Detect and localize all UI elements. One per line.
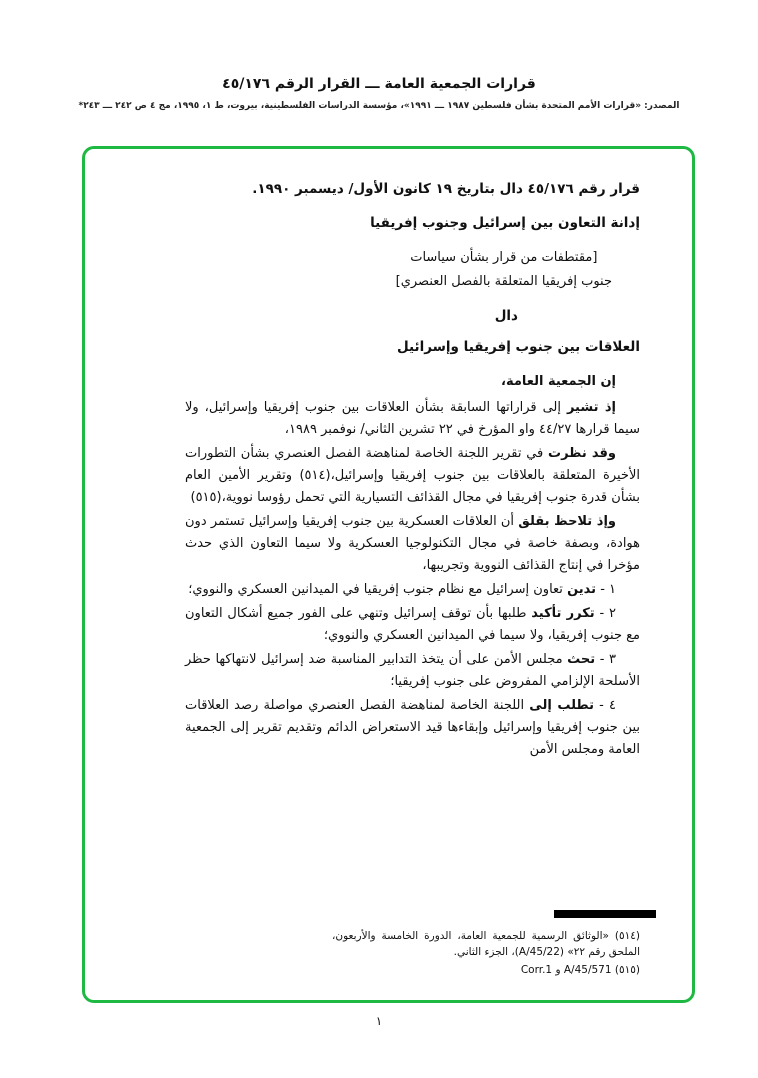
opening-line: إن الجمعية العامة،: [501, 373, 616, 389]
paragraph-text: مجلس الأمن على أن يتخذ التدابير المناسبة ضد إسرائيل لانتهاكها حظر الأسلحة الإلزامي المفروض على جنوب إفريقيا؛: [185, 651, 640, 689]
paragraph-lead: تطلب إلى: [529, 697, 594, 713]
resolution-subtitle: إدانة التعاون بين إسرائيل وجنوب إفريقيا: [370, 214, 640, 231]
source-line: المصدر: «قرارات الأمم المتحدة بشأن فلسطين ١٩٨٧ ـــ ١٩٩١»، مؤسسة الدراسات الفلسطينية، بيروت، ط ١، ١٩٩٥، مج ٤ ص ٢٤٢ ـــ ٢٤٣*: [78, 101, 680, 111]
bracket-note-line2: جنوب إفريقيا المتعلقة بالفصل العنصري]: [395, 274, 612, 290]
footnote-separator-bar: [554, 910, 656, 918]
paragraph-text: تعاون إسرائيل مع نظام جنوب إفريقيا في الميدانين العسكري والنووي؛: [188, 581, 563, 597]
section-title: العلاقات بين جنوب إفريقيا وإسرائيل: [396, 339, 640, 356]
resolution-title: قرار رقم ٤٥/١٧٦ دال بتاريخ ١٩ كانون الأول/ ديسمبر ١٩٩٠.: [252, 181, 640, 197]
bracket-note: [396, 246, 612, 294]
paragraph-lead: وقد نظرت: [548, 445, 616, 461]
paragraph-text: طلبها بأن توقف إسرائيل وتنهي على الفور جميع أشكال التعاون مع جنوب إفريقيا، ولا سيما في الميدانين العسكري والنووي؛: [185, 605, 640, 643]
section-letter: دال: [494, 308, 518, 325]
footnote-515: (٥١٥) A/45/571 و Corr.1: [520, 964, 640, 976]
paragraph-lead: تدين: [567, 581, 597, 597]
page-header: [0, 76, 758, 111]
footnote-514: (٥١٤) «الوثائق الرسمية للجمعية العامة، الدورة الخامسة والأربعون، الملحق رقم ٢٢» (A/45/22)، الجزء الثاني.: [332, 930, 640, 958]
preamble-paragraph: [185, 511, 640, 577]
item-number: ٢ -: [599, 605, 616, 621]
resolution-box: [82, 146, 695, 1003]
item-number: ١ -: [600, 581, 616, 597]
item-number: ٣ -: [599, 651, 616, 667]
resolution-content: [85, 149, 692, 761]
header-title: قرارات الجمعية العامة ـــ القرار الرقم ٤٥/١٧٦: [222, 76, 536, 92]
paragraph-lead: تحث: [567, 651, 596, 667]
page-number: ١: [375, 1014, 383, 1028]
operative-paragraph: [185, 603, 640, 647]
operative-paragraph: [185, 649, 640, 693]
footnotes: [332, 910, 640, 980]
paragraph-text: إلى قراراتها السابقة بشأن العلاقات بين جنوب إفريقيا وإسرائيل، ولا سيما قرارها ٤٤/٢٧ واو المؤرخ في ٢٢ تشرين الثاني/ نوفمبر ١٩٨٩،: [185, 399, 640, 437]
operative-paragraph: [185, 579, 640, 601]
paragraph-lead: تكرر تأكيد: [531, 605, 595, 621]
paragraph-text: أن العلاقات العسكرية بين جنوب إفريقيا وإسرائيل تستمر دون هوادة، وبصفة خاصة في مجال التكنولوجيا العسكرية ولا سيما التعاون الذي حدث مؤخرا في إنتاج القذائف النووية وتجريبها،: [185, 513, 640, 573]
paragraph-lead: إذ تشير: [566, 399, 616, 415]
preamble-paragraph: [185, 397, 640, 441]
paragraph-text: اللجنة الخاصة لمناهضة الفصل العنصري مواصلة رصد العلاقات بين جنوب إفريقيا وإسرائيل وإبقاءها قيد الاستعراض الدائم وتقديم تقرير إلى الجمعية العامة ومجلس الأمن: [185, 697, 640, 757]
item-number: ٤ -: [599, 697, 616, 713]
bracket-note-line1: [مقتطفات من قرار بشأن سياسات: [410, 250, 598, 266]
operative-paragraph: [185, 695, 640, 761]
preamble-paragraph: [185, 443, 640, 509]
paragraph-lead: وإذ تلاحظ بقلق: [518, 513, 616, 529]
paragraph-text: في تقرير اللجنة الخاصة لمناهضة الفصل العنصري بشأن التطورات الأخيرة المتعلقة بالعلاقات بين جنوب إفريقيا وإسرائيل،(٥١٤) وتقرير الأمين العام بشأن قدرة جنوب إفريقيا في مجال القذائف التسيارية التي تحمل رؤوسا نووية،(٥١٥): [185, 445, 640, 505]
